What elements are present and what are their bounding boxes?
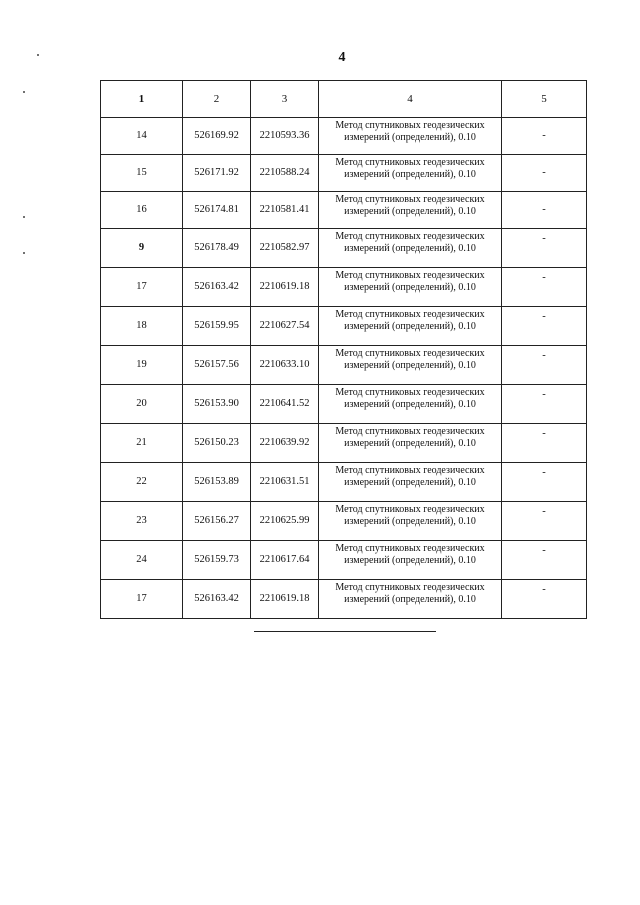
method-cell — [319, 307, 502, 346]
x-coordinate-cell: 526174.81 — [183, 192, 251, 229]
point-number-cell: 22 — [101, 463, 183, 502]
method-line-2: измерений (определений), 0.10 — [344, 132, 476, 143]
table-row — [101, 192, 587, 229]
method-line-1: Метод спутниковых геодезических — [335, 231, 485, 242]
note-cell: - — [502, 424, 587, 463]
note-cell: - — [502, 229, 587, 268]
x-coordinate-cell: 526153.89 — [183, 463, 251, 502]
point-number-cell: 19 — [101, 346, 183, 385]
scan-speck — [23, 91, 25, 93]
point-number-cell: 21 — [101, 424, 183, 463]
method-line-1: Метод спутниковых геодезических — [335, 543, 485, 554]
header-cell-5: 5 — [502, 81, 587, 118]
method-line-2: измерений (определений), 0.10 — [344, 555, 476, 566]
x-coordinate-cell: 526157.56 — [183, 346, 251, 385]
x-coordinate-cell: 526178.49 — [183, 229, 251, 268]
x-coordinate-cell: 526156.27 — [183, 502, 251, 541]
point-number-cell: 17 — [101, 580, 183, 619]
method-line-2: измерений (определений), 0.10 — [344, 282, 476, 293]
note-cell: - — [502, 385, 587, 424]
point-number-cell: 20 — [101, 385, 183, 424]
note-cell: - — [502, 118, 587, 155]
x-coordinate-cell: 526159.73 — [183, 541, 251, 580]
x-coordinate-cell: 526169.92 — [183, 118, 251, 155]
y-coordinate-cell: 2210625.99 — [251, 502, 319, 541]
method-line-1: Метод спутниковых геодезических — [335, 387, 485, 398]
x-coordinate-cell: 526163.42 — [183, 580, 251, 619]
method-line-1: Метод спутниковых геодезических — [335, 465, 485, 476]
table-row — [101, 118, 587, 155]
table-row — [101, 502, 587, 541]
point-number-cell: 23 — [101, 502, 183, 541]
method-line-2: измерений (определений), 0.10 — [344, 399, 476, 410]
header-cell-1: 1 — [101, 81, 183, 118]
y-coordinate-cell: 2210627.54 — [251, 307, 319, 346]
point-number-cell: 15 — [101, 155, 183, 192]
method-line-2: измерений (определений), 0.10 — [344, 243, 476, 254]
method-line-2: измерений (определений), 0.10 — [344, 321, 476, 332]
x-coordinate-cell: 526150.23 — [183, 424, 251, 463]
method-cell — [319, 155, 502, 192]
method-cell — [319, 385, 502, 424]
y-coordinate-cell: 2210639.92 — [251, 424, 319, 463]
y-coordinate-cell: 2210582.97 — [251, 229, 319, 268]
y-coordinate-cell: 2210617.64 — [251, 541, 319, 580]
table-row — [101, 385, 587, 424]
method-line-1: Метод спутниковых геодезических — [335, 120, 485, 131]
method-line-1: Метод спутниковых геодезических — [335, 157, 485, 168]
x-coordinate-cell: 526163.42 — [183, 268, 251, 307]
note-cell: - — [502, 502, 587, 541]
point-number-cell: 16 — [101, 192, 183, 229]
table-row — [101, 155, 587, 192]
note-cell: - — [502, 580, 587, 619]
method-line-2: измерений (определений), 0.10 — [344, 516, 476, 527]
table-row — [101, 268, 587, 307]
point-number-cell: 17 — [101, 268, 183, 307]
method-cell — [319, 268, 502, 307]
method-line-1: Метод спутниковых геодезических — [335, 504, 485, 515]
method-cell — [319, 580, 502, 619]
method-cell — [319, 502, 502, 541]
method-line-1: Метод спутниковых геодезических — [335, 348, 485, 359]
y-coordinate-cell: 2210619.18 — [251, 268, 319, 307]
y-coordinate-cell: 2210593.36 — [251, 118, 319, 155]
note-cell: - — [502, 192, 587, 229]
y-coordinate-cell: 2210633.10 — [251, 346, 319, 385]
table-row — [101, 307, 587, 346]
note-cell: - — [502, 268, 587, 307]
y-coordinate-cell: 2210588.24 — [251, 155, 319, 192]
table-row — [101, 346, 587, 385]
method-line-2: измерений (определений), 0.10 — [344, 438, 476, 449]
method-line-2: измерений (определений), 0.10 — [344, 360, 476, 371]
x-coordinate-cell: 526159.95 — [183, 307, 251, 346]
method-line-2: измерений (определений), 0.10 — [344, 594, 476, 605]
header-cell-3: 3 — [251, 81, 319, 118]
table-row — [101, 229, 587, 268]
method-line-2: измерений (определений), 0.10 — [344, 169, 476, 180]
method-line-1: Метод спутниковых геодезических — [335, 582, 485, 593]
table-header-row — [101, 81, 587, 118]
scan-speck — [23, 252, 25, 254]
method-cell — [319, 192, 502, 229]
note-cell: - — [502, 155, 587, 192]
table-row — [101, 580, 587, 619]
point-number-cell: 14 — [101, 118, 183, 155]
footer-rule — [254, 631, 436, 632]
table-row — [101, 463, 587, 502]
x-coordinate-cell: 526171.92 — [183, 155, 251, 192]
point-number-cell: 24 — [101, 541, 183, 580]
page-number: 4 — [338, 50, 346, 65]
method-cell — [319, 424, 502, 463]
method-cell — [319, 118, 502, 155]
method-line-1: Метод спутниковых геодезических — [335, 426, 485, 437]
method-line-1: Метод спутниковых геодезических — [335, 270, 485, 281]
note-cell: - — [502, 346, 587, 385]
method-cell — [319, 463, 502, 502]
note-cell: - — [502, 541, 587, 580]
method-line-1: Метод спутниковых геодезических — [335, 309, 485, 320]
scan-speck — [37, 54, 39, 56]
note-cell: - — [502, 307, 587, 346]
method-line-1: Метод спутниковых геодезических — [335, 194, 485, 205]
note-cell: - — [502, 463, 587, 502]
y-coordinate-cell: 2210641.52 — [251, 385, 319, 424]
header-cell-2: 2 — [183, 81, 251, 118]
point-number-cell: 9 — [101, 229, 183, 268]
method-cell — [319, 541, 502, 580]
y-coordinate-cell: 2210631.51 — [251, 463, 319, 502]
coordinates-table — [100, 80, 587, 619]
method-line-2: измерений (определений), 0.10 — [344, 206, 476, 217]
scan-speck — [23, 216, 25, 218]
y-coordinate-cell: 2210581.41 — [251, 192, 319, 229]
x-coordinate-cell: 526153.90 — [183, 385, 251, 424]
header-cell-4: 4 — [319, 81, 502, 118]
method-cell — [319, 346, 502, 385]
y-coordinate-cell: 2210619.18 — [251, 580, 319, 619]
point-number-cell: 18 — [101, 307, 183, 346]
table-row — [101, 541, 587, 580]
method-cell — [319, 229, 502, 268]
table-row — [101, 424, 587, 463]
method-line-2: измерений (определений), 0.10 — [344, 477, 476, 488]
